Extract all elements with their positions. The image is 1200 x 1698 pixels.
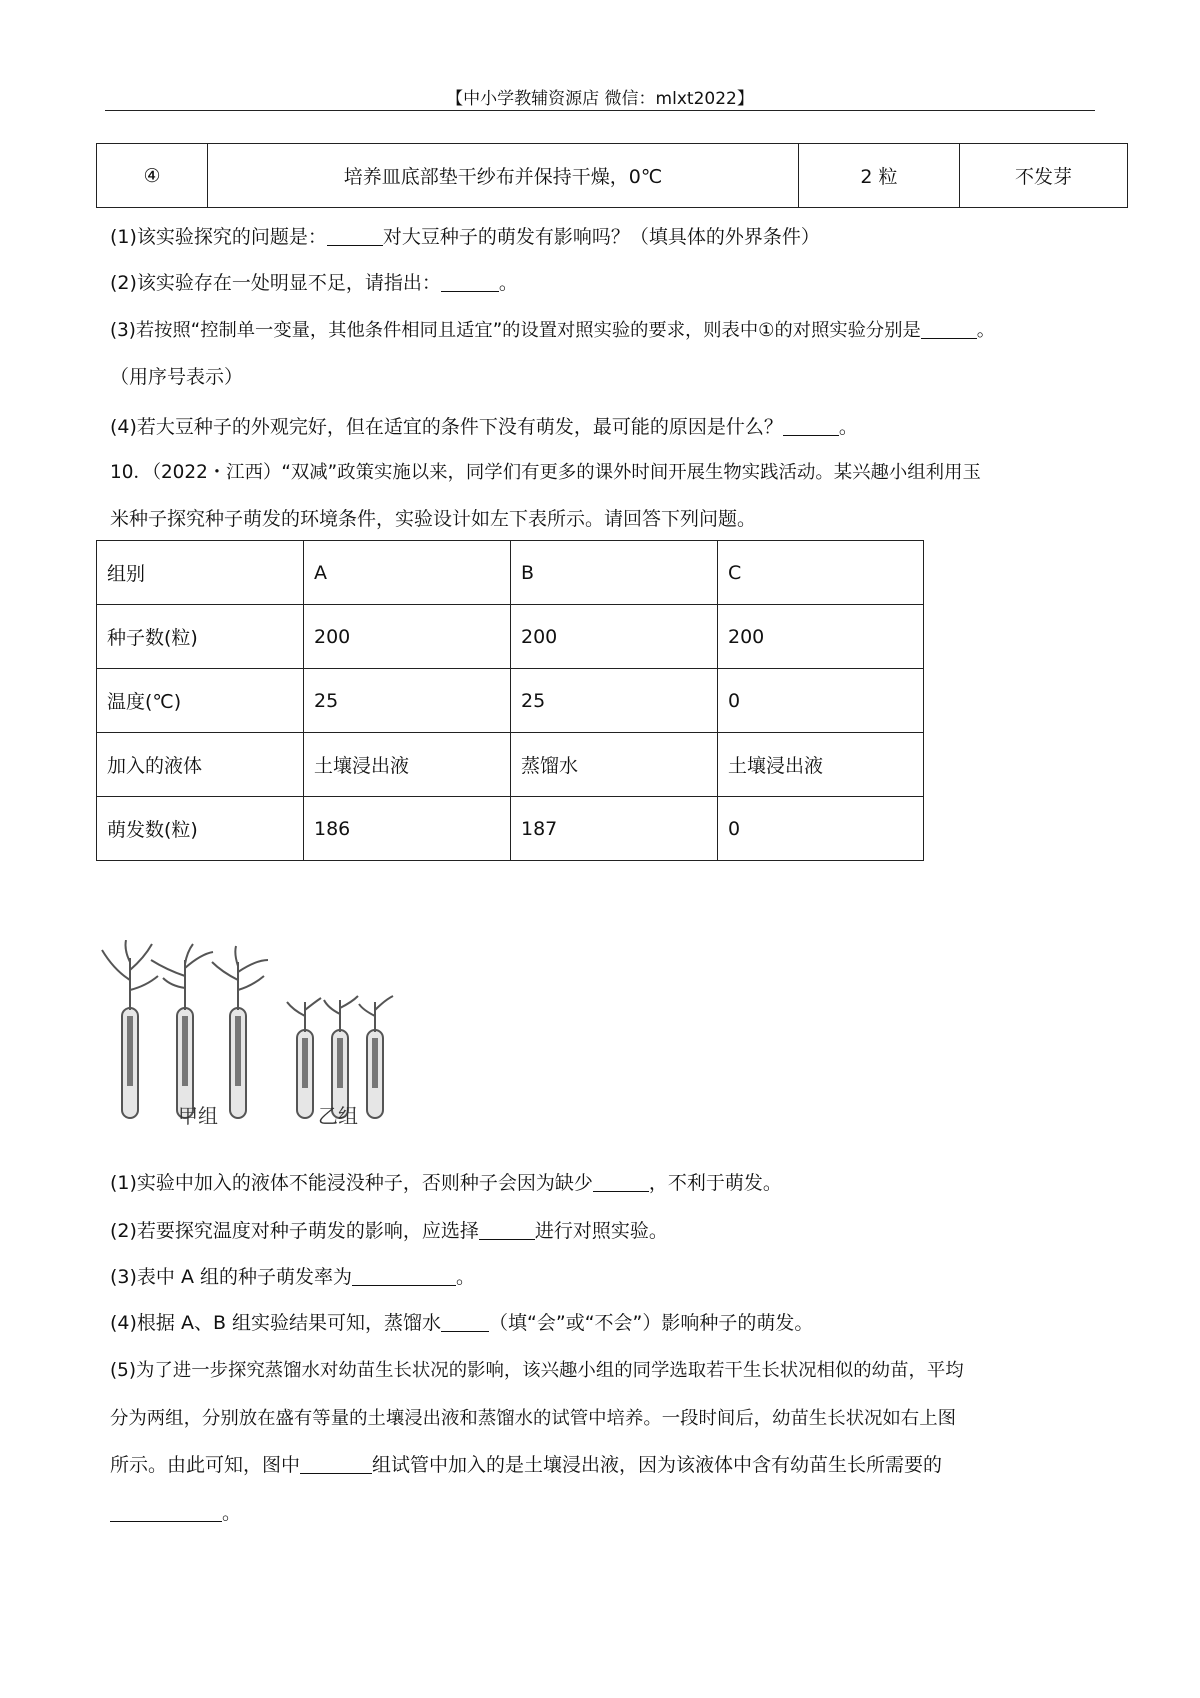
table-cell: 0 (718, 669, 924, 733)
table-cell: 加入的液体 (97, 733, 304, 797)
table-row (97, 144, 1128, 208)
table-cell: 200 (718, 605, 924, 669)
table-cell: 萌发数(粒) (97, 797, 304, 861)
table-cell: B (511, 541, 718, 605)
table-cell: 200 (304, 605, 511, 669)
table-cell: ④ (97, 144, 208, 208)
q9-part1: (1)该实验探究的问题是： 对大豆种子的萌发有影响吗？（填具体的外界条件） (110, 226, 820, 248)
figure-label-group-jia: 甲组 (178, 1104, 218, 1128)
table-cell: 187 (511, 797, 718, 861)
page-header: 【中小学教辅资源店 微信：mlxt2022】 (446, 89, 754, 109)
table-cell: 0 (718, 797, 924, 861)
q10-part5-line1: (5)为了进一步探究蒸馏水对幼苗生长状况的影响，该兴趣小组的同学选取若干生长状况相似的幼苗，平均 (110, 1360, 964, 1381)
answer-blank (300, 1454, 372, 1474)
table-cell: 2 粒 (799, 144, 960, 208)
table-cell: 25 (511, 669, 718, 733)
q10-part5-line4: 。 (110, 1498, 241, 1525)
q10-part1: (1)实验中加入的液体不能浸没种子，否则种子会因为缺少 ，不利于萌发。 (110, 1172, 782, 1194)
q10-part5-line2: 分为两组，分别放在盛有等量的土壤浸出液和蒸馏水的试管中培养。一段时间后，幼苗生长状况如右上图 (110, 1408, 956, 1429)
table-cell: 蒸馏水 (511, 733, 718, 797)
table-row (97, 541, 924, 605)
seed-germination-table (96, 540, 924, 861)
answer-blank (441, 272, 499, 292)
q10-part4: (4)根据 A、B 组实验结果可知，蒸馏水 （填“会”或“不会”）影响种子的萌发。 (110, 1312, 814, 1334)
q10-part2: (2)若要探究温度对种子萌发的影响，应选择 进行对照实验。 (110, 1220, 668, 1242)
answer-blank (352, 1266, 456, 1286)
table-cell: 186 (304, 797, 511, 861)
answer-blank (921, 320, 977, 339)
figure-label-group-yi: 乙组 (318, 1104, 358, 1128)
q9-part3: (3)若按照“控制单一变量，其他条件相同且适宜”的设置对照实验的要求，则表中①的对照实验分别是 。 (110, 320, 996, 341)
table-cell: 土壤浸出液 (304, 733, 511, 797)
answer-blank (593, 1172, 649, 1192)
q9-part2: (2)该实验存在一处明显不足，请指出： 。 (110, 272, 518, 294)
q9-part4: (4)若大豆种子的外观完好，但在适宜的条件下没有萌发，最可能的原因是什么？ 。 (110, 416, 858, 438)
seedling-test-tubes-figure (100, 940, 440, 1140)
q9-part3-note: （用序号表示） (110, 366, 244, 388)
table-cell: 组别 (97, 541, 304, 605)
table-cell: C (718, 541, 924, 605)
q10-stem-line2: 米种子探究种子萌发的环境条件，实验设计如左下表所示。请回答下列问题。 (110, 508, 757, 530)
table-cell: 土壤浸出液 (718, 733, 924, 797)
tall-seedling-group (102, 940, 268, 1118)
q10-part3: (3)表中 A 组的种子萌发率为 。 (110, 1266, 476, 1288)
experiment-table-continued (96, 143, 1128, 208)
table-row (97, 797, 924, 861)
answer-blank (441, 1312, 489, 1332)
table-cell: 200 (511, 605, 718, 669)
q10-part5-line3: 所示。由此可知，图中 组试管中加入的是土壤浸出液，因为该液体中含有幼苗生长所需要的 (110, 1454, 943, 1476)
table-cell: 25 (304, 669, 511, 733)
table-row (97, 669, 924, 733)
header-divider (105, 110, 1095, 111)
table-cell: A (304, 541, 511, 605)
table-cell: 种子数(粒) (97, 605, 304, 669)
seedling-illustration (100, 940, 440, 1140)
table-cell: 温度(℃) (97, 669, 304, 733)
table-cell: 不发芽 (960, 144, 1128, 208)
answer-blank (327, 226, 383, 246)
table-cell: 培养皿底部垫干纱布并保持干燥，0℃ (208, 144, 799, 208)
answer-blank (783, 416, 839, 436)
answer-blank (110, 1502, 222, 1522)
table-row (97, 733, 924, 797)
answer-blank (479, 1220, 535, 1240)
table-row (97, 605, 924, 669)
q10-stem-line1: 10．（2022・江西）“双减”政策实施以来，同学们有更多的课外时间开展生物实践活动。某兴趣小组利用玉 (110, 462, 981, 483)
